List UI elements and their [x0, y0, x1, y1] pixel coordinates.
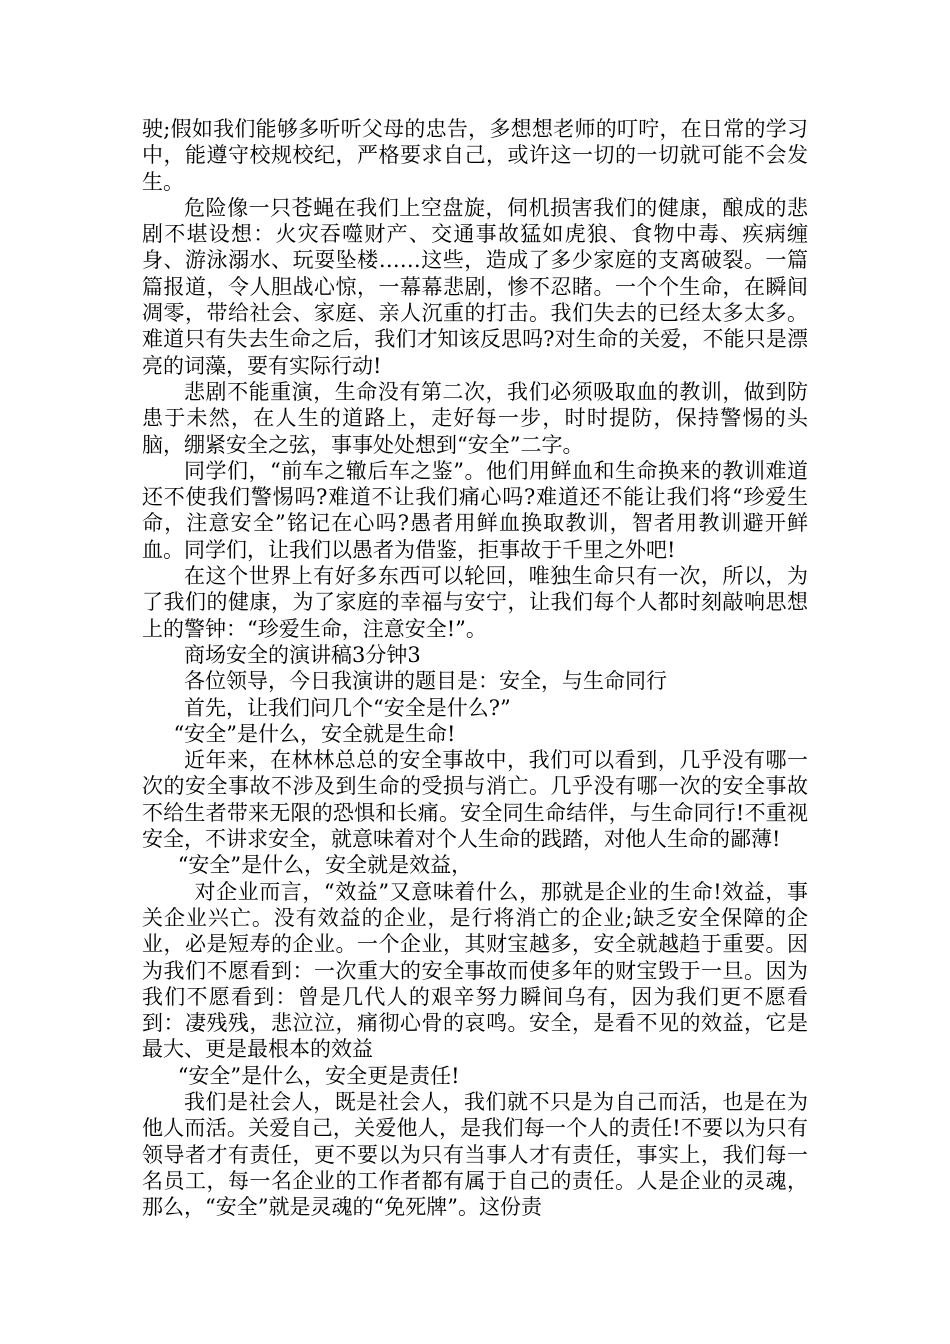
paragraph-7: 对企业而言，“效益”又意味着什么，那就是企业的生命!效益，事关企业兴亡。没有效益的企业，是行将消亡的企业;缺乏安全保障的企业，必是短寿的企业。一个企业，其财宝越多，安全就越趋于重要。因为我们不愿看到：一次重大的安全事故而使多年的财宝毁于一旦。因为我们不愿看到：曾是几代人的艰辛努力瞬间乌有，因为我们更不愿看到：凄残残，悲泣泣，痛彻心骨的哀鸣。安全，是看不见的效益，它是最大、更是最根本的效益: [142, 879, 808, 1062]
paragraph-3: 悲剧不能重演，生命没有第二次，我们必须吸取血的教训，做到防患于未然，在人生的道路上，走好每一步，时时提防，保持警惕的头脑，绷紧安全之弦，事事处处想到“安全”二字。: [142, 379, 808, 457]
paragraph-4: 同学们，“前车之辙后车之鉴”。他们用鲜血和生命换来的教训难道还不使我们警惕吗?难道不让我们痛心吗?难道还不能让我们将“珍爱生命，注意安全”铭记在心吗?愚者用鲜血换取教训，智者用教训避开鲜血。同学们，让我们以愚者为借鉴，拒事故于千里之外吧!: [142, 458, 808, 562]
section-heading: 商场安全的演讲稿3分钟3: [184, 642, 421, 667]
paragraph-question: 首先，让我们问几个“安全是什么?”: [184, 695, 511, 720]
paragraph-5: 在这个世界上有好多东西可以轮回，唯独生命只有一次，所以，为了我们的健康，为了家庭的幸福与安宁，让我们每个人都时刻敲响思想上的警钟：“珍爱生命，注意安全!”。: [142, 564, 808, 641]
paragraph-6: 近年来，在林林总总的安全事故中，我们可以看到，几乎没有哪一次的安全事故不涉及到生命的受损与消亡。几乎没有哪一次的安全事故不给生者带来无限的恐惧和长痛。安全同生命结伴，与生命同行!不重视安全，不讲求安全，就意味着对个人生命的践踏，对他人生命的鄙薄!: [142, 748, 808, 852]
subheading-safety-is-benefit: “安全”是什么，安全就是效益，: [177, 853, 473, 878]
document-body: [142, 116, 808, 1220]
paragraph-greeting: 各位领导，今日我演讲的题目是：安全，与生命同行: [184, 669, 667, 694]
subheading-safety-is-responsibility: “安全”是什么，安全更是责任!: [177, 1063, 460, 1088]
paragraph-8: 我们是社会人，既是社会人，我们就不只是为自己而活，也是在为他人而活。关爱自己，关爱他人，是我们每一个人的责任!不要以为只有领导者才有责任，更不要以为只有当事人才有责任，事实上，我们每一名员工，每一名企业的工作者都有属于自己的责任。人是企业的灵魂，那么，“安全”就是灵魂的“免死牌”。这份责: [142, 1089, 808, 1220]
paragraph-1: 驶;假如我们能够多听听父母的忠告，多想想老师的叮咛，在日常的学习中，能遵守校规校纪，严格要求自己，或许这一切的一切就可能不会发生。: [142, 117, 808, 194]
subheading-safety-is-life: “安全”是什么，安全就是生命!: [173, 721, 456, 746]
paragraph-2: 危险像一只苍蝇在我们上空盘旋，伺机损害我们的健康，酿成的悲剧不堪设想：火灾吞噬财产、交通事故猛如虎狼、食物中毒、疾病缠身、游泳溺水、玩耍坠楼……这些，造成了多少家庭的支离破裂。一篇篇报道，令人胆战心惊，一幕幕悲剧，惨不忍睹。一个个生命，在瞬间凋零，带给社会、家庭、亲人沉重的打击。我们失去的已经太多太多。难道只有失去生命之后，我们才知该反思吗?对生命的关爱，不能只是漂亮的词藻，要有实际行动!: [142, 195, 808, 378]
